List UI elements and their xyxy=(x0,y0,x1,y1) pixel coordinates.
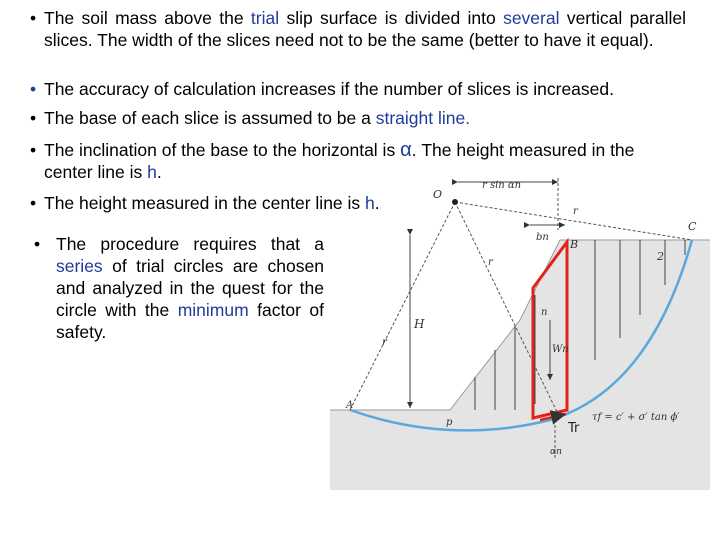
bullet-base-straight-line xyxy=(30,107,686,129)
label-n: n xyxy=(541,307,548,318)
circle-center xyxy=(452,199,458,205)
bullet-trial-circles xyxy=(34,233,324,343)
label-b: B xyxy=(570,238,579,251)
label-a: A xyxy=(346,400,354,411)
label-tr: Tr xyxy=(568,421,580,436)
label-o: O xyxy=(433,188,443,201)
label-shear-equation: τf = c′ + σ′ tan ϕ′ xyxy=(592,412,680,423)
bullet-marker: • xyxy=(30,79,37,99)
bullet-text: The procedure requires that a series of trial circles are chosen and analyzed in the quest for the circle with the minimum factor of safety. xyxy=(56,234,324,342)
label-r-top: r xyxy=(573,206,578,217)
bullet-text: The inclination of the base to the horizontal is α. The height measured in the center line is h. xyxy=(44,139,635,182)
label-c: C xyxy=(688,220,697,233)
bullet-marker: • xyxy=(30,108,37,128)
label-wn: Wn xyxy=(552,344,569,355)
bullet-marker: • xyxy=(30,140,37,160)
bullet-marker: • xyxy=(30,8,37,28)
bullet-accuracy xyxy=(30,78,686,100)
bullet-text: The base of each slice is assumed to be a straight line. xyxy=(44,108,471,128)
label-r-mid: r xyxy=(488,257,493,268)
soil-mass xyxy=(330,240,710,490)
bullet-text: The soil mass above the trial slip surface is divided into several vertical parallel slices. The width of the slices need not to be the same (better to have it equal). xyxy=(44,8,687,50)
label-alpha-n: αn xyxy=(550,447,562,457)
bullet-marker: • xyxy=(34,234,41,254)
bullet-slices-division xyxy=(30,7,686,51)
label-r-left: r xyxy=(382,337,387,348)
label-bn: bn xyxy=(536,232,549,243)
label-h: H xyxy=(414,317,425,331)
bullet-text: The accuracy of calculation increases if the number of slices is increased. xyxy=(44,79,614,99)
slope-stability-diagram xyxy=(330,170,710,490)
label-slice-2: 2 xyxy=(657,250,664,263)
bullet-text: The height measured in the center line is h. xyxy=(44,193,380,213)
label-p: p xyxy=(446,417,453,428)
bullet-marker: • xyxy=(30,193,37,213)
label-r-sin-alpha: r sin αn xyxy=(482,180,522,191)
